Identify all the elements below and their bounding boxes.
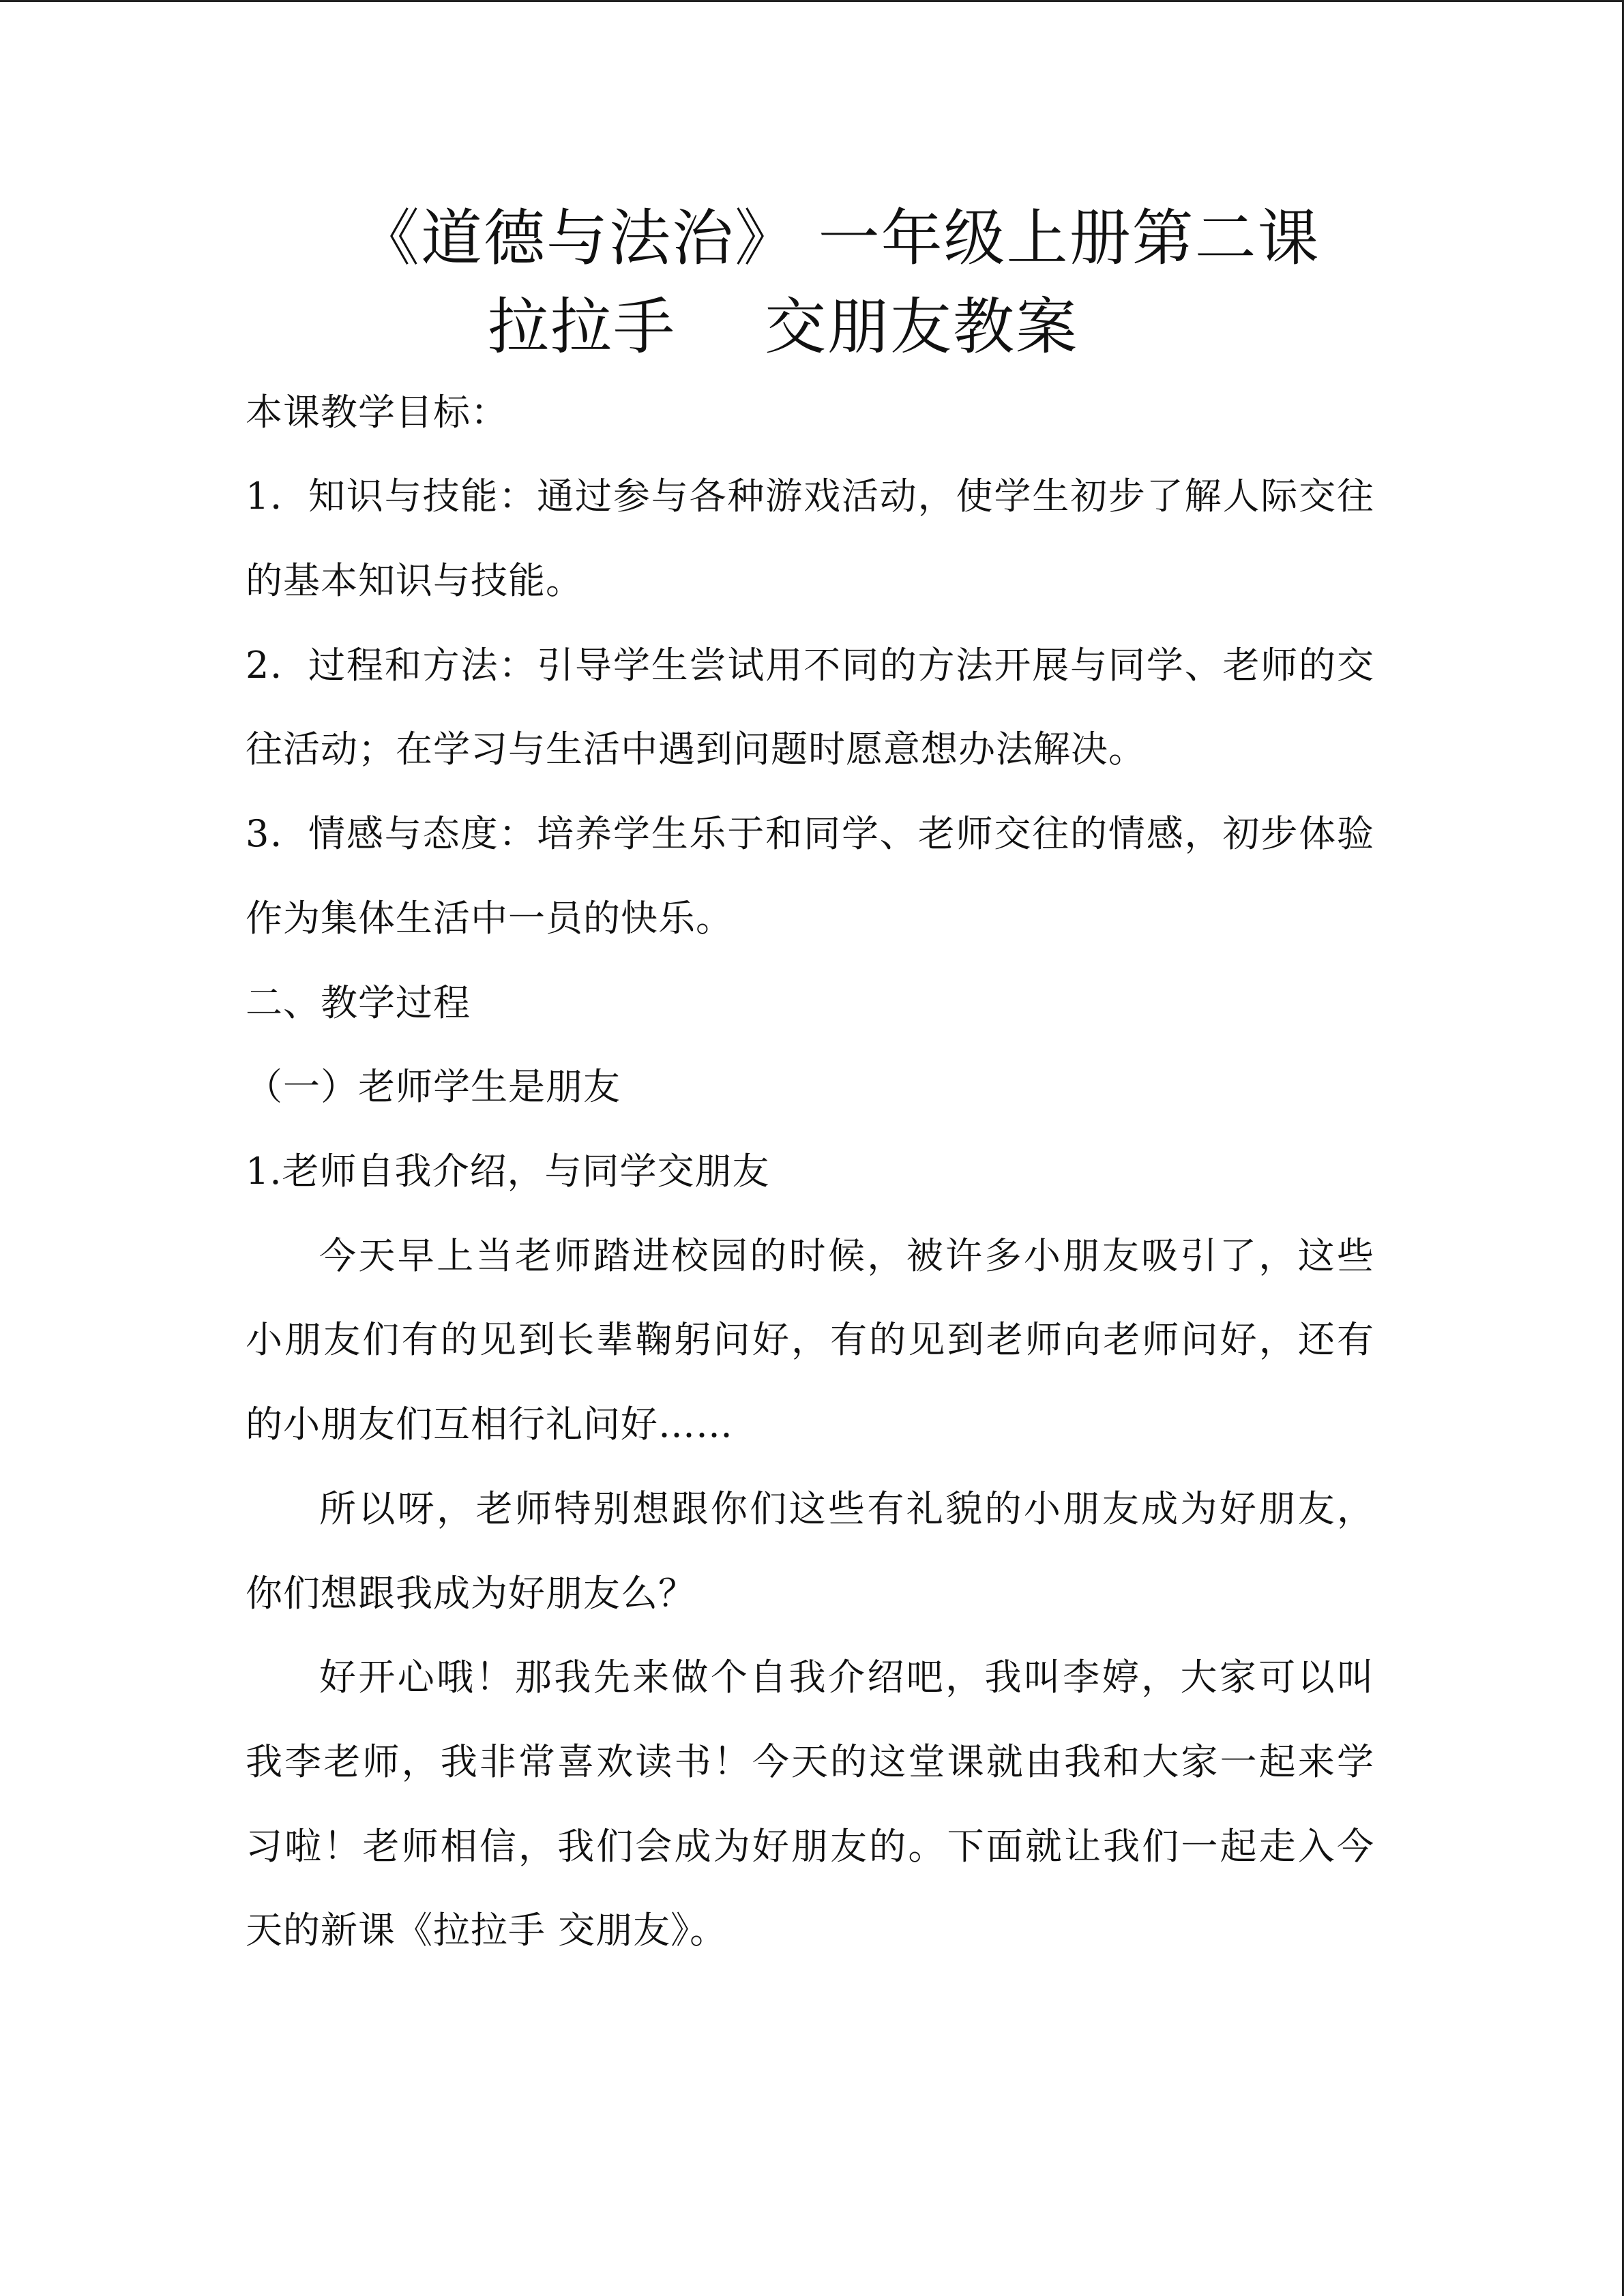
paragraph-2-line-2: 你们想跟我成为好朋友么？: [246, 1572, 696, 1615]
title-lesson-suffix: 交朋友教案: [765, 291, 1078, 363]
paragraph-1-line-3: 的小朋友们互相行礼问好……: [246, 1403, 733, 1446]
objective-1-line-1: 1．知识与技能：通过参与各种游戏活动，使学生初步了解人际交往: [246, 475, 1374, 518]
paragraph-1-line-1: 今天早上当老师踏进校园的时候，被许多小朋友吸引了，这些: [319, 1234, 1374, 1277]
objective-1-line-2: 的基本知识与技能。: [246, 559, 583, 602]
paragraph-3-line-1: 好开心哦！那我先来做个自我介绍吧，我叫李婷，大家可以叫: [319, 1656, 1374, 1699]
section-heading-objectives: 本课教学目标：: [246, 391, 508, 434]
objective-3-line-2: 作为集体生活中一员的快乐。: [246, 897, 733, 940]
section-heading-process: 二、教学过程: [246, 981, 471, 1024]
objective-2-line-2: 往活动；在学习与生活中遇到问题时愿意想办法解决。: [246, 728, 1146, 771]
page-top-border: [0, 0, 1624, 2]
title-lesson-name: 拉拉手: [488, 291, 676, 363]
paragraph-2-line-1: 所以呀，老师特别想跟你们这些有礼貌的小朋友成为好朋友，: [319, 1487, 1374, 1530]
paragraph-3-line-2: 我李老师，我非常喜欢读书！今天的这堂课就由我和大家一起来学: [246, 1740, 1374, 1783]
paragraph-1-line-2: 小朋友们有的见到长辈鞠躬问好，有的见到老师向老师问好，还有: [246, 1318, 1374, 1361]
paragraph-3-line-4: 天的新课《拉拉手 交朋友》。: [246, 1909, 728, 1952]
paragraph-3-line-3: 习啦！老师相信，我们会成为好朋友的。下面就让我们一起走入今: [246, 1825, 1374, 1868]
objective-3-line-1: 3．情感与态度：培养学生乐于和同学、老师交往的情感，初步体验: [246, 812, 1374, 855]
document-title-line-2: [488, 293, 1078, 361]
objective-2-line-1: 2．过程和方法：引导学生尝试用不同的方法开展与同学、老师的交: [246, 644, 1374, 687]
step-heading-1: 1.老师自我介绍，与同学交朋友: [246, 1150, 770, 1193]
subsection-heading-1: （一）老师学生是朋友: [246, 1065, 621, 1108]
document-title-line-1: 《道德与法治》 一年级上册第二课: [358, 203, 1320, 274]
